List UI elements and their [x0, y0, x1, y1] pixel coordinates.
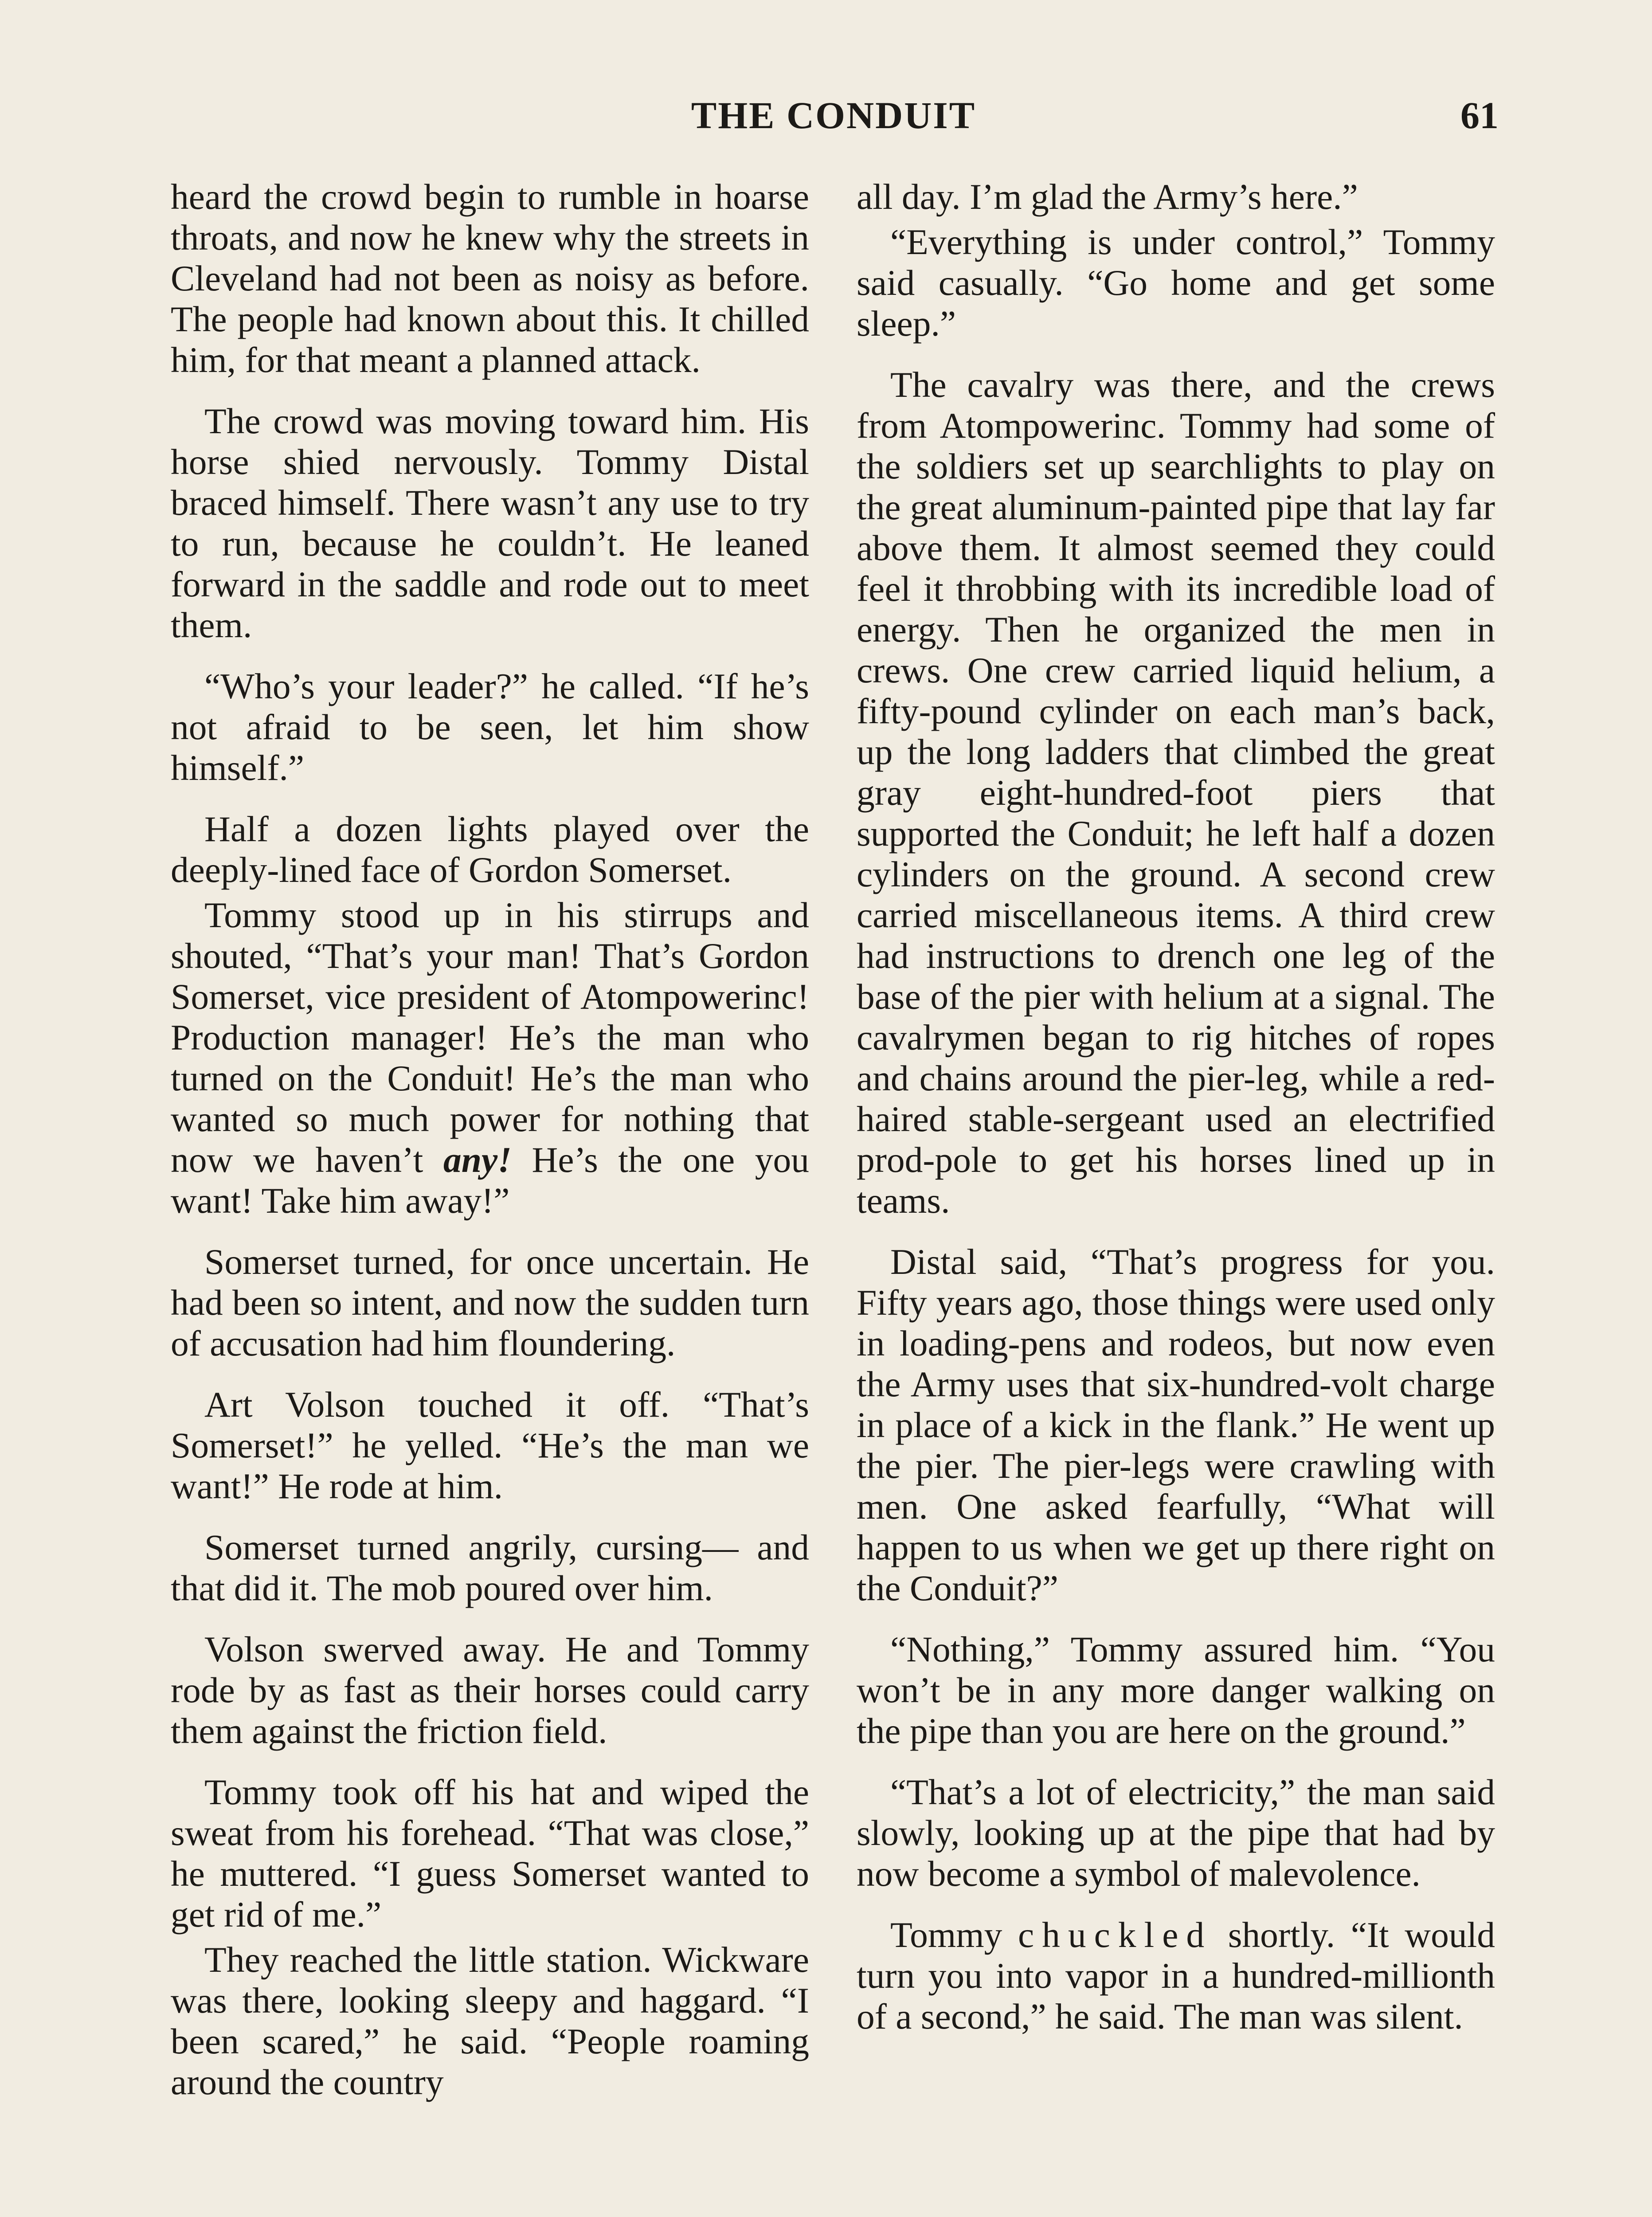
- paragraph-text: He’s the one you want! Take him away!”: [171, 1140, 809, 1221]
- paragraph-text: shortly. “It would turn you into vapor in a hundred-millionth of a second,” he said. The man was silent.: [857, 1915, 1495, 2037]
- paragraph-text: Tommy: [890, 1915, 1018, 1955]
- emphasized-word: any!: [443, 1140, 512, 1180]
- right-column: [857, 176, 1495, 2057]
- paragraph: “Who’s your leader?” he called. “If he’s not afraid to be seen, let him show himself.”: [171, 666, 809, 788]
- paragraph: Art Volson touched it off. “That’s Somerset!” he yelled. “He’s the man we want!” He rode at him.: [171, 1384, 809, 1506]
- paragraph: heard the crowd begin to rumble in hoarse throats, and now he knew why the streets in Cleveland had not been as noisy as before. The people had known about this. It chilled him, for that meant a planned attack.: [171, 176, 809, 380]
- running-head: [168, 89, 1499, 142]
- paragraph: Half a dozen lights played over the deeply-lined face of Gordon Somerset.: [171, 809, 809, 890]
- paragraph: [857, 1915, 1495, 2037]
- paragraph: Volson swerved away. He and Tommy rode by as fast as their horses could carry them against the friction field.: [171, 1629, 809, 1751]
- running-title: THE CONDUIT: [691, 94, 976, 137]
- paragraph: Tommy took off his hat and wiped the sweat from his forehead. “That was close,” he muttered. “I guess Somerset wanted to get rid of me.”: [171, 1772, 809, 1935]
- left-column: [171, 176, 809, 2123]
- paragraph: They reached the little station. Wickware was there, looking sleepy and haggard. “I been scared,” he said. “People roaming around the country: [171, 1939, 809, 2102]
- page-number: 61: [1460, 94, 1499, 137]
- paragraph: The cavalry was there, and the crews from Atompowerinc. Tommy had some of the soldiers set up searchlights to play on the great aluminum-painted pipe that lay far above them. It almost seemed they could feel it throbbing with its incredible load of energy. Then he organized the men in crews. One crew carried liquid helium, a fifty-pound cylinder on each man’s back, up the long ladders that climbed the great gray eight-hundred-foot piers that supported the Conduit; he left half a dozen cylinders on the ground. A second crew carried miscellaneous items. A third crew had instructions to drench one leg of the base of the pier with helium at a signal. The cavalrymen began to rig hitches of ropes and chains around the pier-leg, while a red-haired stable-sergeant used an electrified prod-pole to get his horses lined up in teams.: [857, 364, 1495, 1221]
- paragraph: “Everything is under control,” Tommy said casually. “Go home and get some sleep.”: [857, 222, 1495, 344]
- paragraph: The crowd was moving toward him. His horse shied nervously. Tommy Distal braced himself. There wasn’t any use to try to run, because he couldn’t. He leaned forward in the saddle and rode out to meet them.: [171, 401, 809, 645]
- paragraph: “Nothing,” Tommy assured him. “You won’t be in any more danger walking on the pipe than you are here on the ground.”: [857, 1629, 1495, 1751]
- paragraph: [171, 895, 809, 1221]
- letterspaced-word: chuckled: [1018, 1915, 1213, 1955]
- paragraph: “That’s a lot of electricity,” the man said slowly, looking up at the pipe that had by now become a symbol of malevolence.: [857, 1772, 1495, 1894]
- paragraph: all day. I’m glad the Army’s here.”: [857, 176, 1358, 217]
- paragraph: Somerset turned angrily, cursing— and that did it. The mob poured over him.: [171, 1527, 809, 1608]
- paragraph: Somerset turned, for once uncertain. He had been so intent, and now the sudden turn of accusation had him floundering.: [171, 1242, 809, 1363]
- paragraph-text: Tommy stood up in his stirrups and shouted, “That’s your man! That’s Gordon Somerset, vice president of Atompowerinc! Production manager! He’s the man who turned on the Conduit! He’s the man who wanted so much power for nothing that now we haven’t: [171, 895, 809, 1180]
- paragraph: Distal said, “That’s progress for you. Fifty years ago, those things were used only in loading-pens and rodeos, but now even the Army uses that six-hundred-volt charge in place of a kick in the flank.” He went up the pier. The pier-legs were crawling with men. One asked fearfully, “What will happen to us when we get up there right on the Conduit?”: [857, 1242, 1495, 1608]
